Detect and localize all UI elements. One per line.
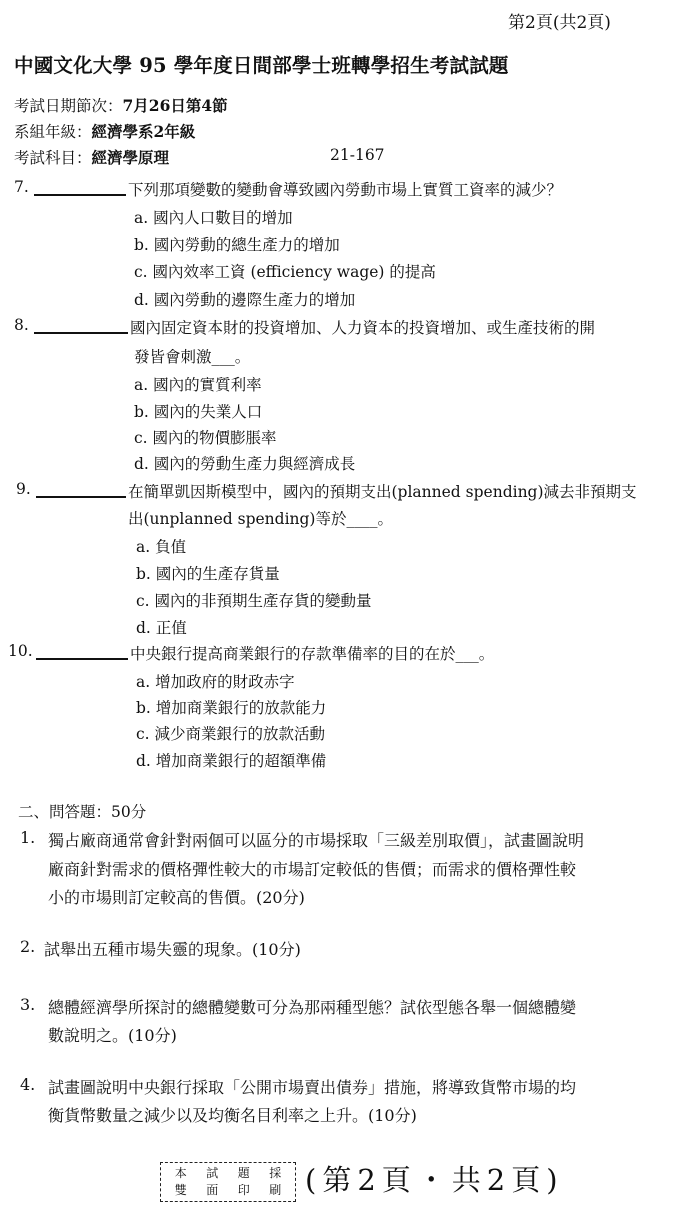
option: d. 國內勞動的邊際生產力的增加: [134, 291, 356, 309]
essay-number: 4.: [20, 1075, 36, 1094]
stamp-char: 題: [237, 1166, 250, 1180]
option: b. 國內的生產存貨量: [136, 565, 280, 583]
stamp-char: 本: [174, 1166, 187, 1180]
essay-text: 小的市場則訂定較高的售價。(20分): [48, 888, 305, 907]
question-text: 國內固定資本財的投資增加、人力資本的投資增加、或生產技術的開: [130, 319, 596, 337]
exam-time-label: 考試日期節次：: [14, 97, 123, 115]
stamp-char: 雙: [174, 1183, 187, 1197]
question-number: 8.: [14, 316, 29, 334]
essay-text: 總體經濟學所探討的總體變數可分為那兩種型態？試依型態各舉一個總體變: [48, 998, 577, 1017]
answer-blank: [34, 318, 128, 334]
stamp-char: 面: [206, 1183, 219, 1197]
page-indicator-top: 第2頁(共2頁): [508, 13, 611, 33]
essay-number: 2.: [20, 937, 36, 956]
essay-number: 1.: [20, 828, 36, 847]
exam-time: [14, 94, 228, 116]
department: [14, 120, 195, 142]
essay-section-heading: 二、問答題：50分: [18, 803, 147, 821]
option: a. 負值: [136, 538, 187, 556]
answer-blank: [36, 482, 126, 498]
option: b. 國內的失業人口: [134, 403, 263, 421]
department-value: 經濟學系2年級: [91, 122, 196, 141]
option: a. 國內人口數目的增加: [134, 209, 293, 227]
exam-time-value: 7月26日第4節: [122, 96, 228, 115]
question-text: 發皆會刺激___。: [134, 348, 251, 366]
stamp-char: 試: [206, 1166, 219, 1180]
subject-label: 考試科目：: [14, 149, 92, 167]
option: c. 國內效率工資 (efficiency wage) 的提高: [134, 263, 436, 281]
page-indicator-bottom: (第2頁・共2頁): [305, 1163, 564, 1197]
question-number: 7.: [14, 178, 29, 196]
question-text: 中央銀行提高商業銀行的存款準備率的目的在於___。: [130, 645, 495, 663]
essay-text: 試畫圖說明中央銀行採取「公開市場賣出債券」措施，將導致貨幣市場的均: [48, 1078, 577, 1097]
answer-blank: [34, 180, 126, 196]
option: a. 增加政府的財政赤字: [136, 673, 295, 691]
question-text: 下列那項變數的變動會導致國內勞動市場上實質工資率的減少？: [128, 181, 563, 199]
stamp-char: 印: [237, 1183, 250, 1197]
option: c. 國內的非預期生產存貨的變動量: [136, 592, 372, 610]
question-number: 10.: [8, 642, 33, 660]
question-number: 9.: [16, 480, 31, 498]
option: d. 增加商業銀行的超額準備: [136, 752, 327, 770]
essay-text: 廠商針對需求的價格彈性較大的市場訂定較低的售價；而需求的價格彈性較: [48, 860, 577, 879]
exam-title: 中國文化大學 95 學年度日間部學士班轉學招生考試試題: [14, 54, 509, 77]
option: d. 正值: [136, 619, 187, 637]
question-text: 在簡單凱因斯模型中，國內的預期支出(planned spending)減去非預期支: [128, 483, 637, 501]
subject: [14, 146, 169, 168]
stamp-char: 刷: [269, 1183, 282, 1197]
essay-text: 衡貨幣數量之減少以及均衡名目利率之上升。(10分): [48, 1106, 417, 1125]
stamp-char: 採: [269, 1166, 282, 1180]
option: b. 增加商業銀行的放款能力: [136, 699, 327, 717]
essay-text: 試舉出五種市場失靈的現象。(10分): [44, 940, 301, 959]
department-label: 系組年級：: [14, 123, 92, 141]
option: c. 國內的物價膨脹率: [134, 429, 277, 447]
essay-number: 3.: [20, 995, 36, 1014]
option: d. 國內的勞動生產力與經濟成長: [134, 455, 356, 473]
answer-blank: [36, 644, 128, 660]
option: a. 國內的實質利率: [134, 376, 262, 394]
exam-code: 21-167: [330, 146, 385, 164]
option: c. 減少商業銀行的放款活動: [136, 725, 326, 743]
essay-text: 獨占廠商通常會針對兩個可以區分的市場採取「三級差別取價」，試畫圖說明: [48, 831, 585, 850]
option: b. 國內勞動的總生產力的增加: [134, 236, 340, 254]
essay-text: 數說明之。(10分): [48, 1026, 177, 1045]
double-sided-print-stamp: [160, 1162, 296, 1202]
question-text: 出(unplanned spending)等於____。: [128, 510, 393, 528]
subject-value: 經濟學原理: [91, 148, 170, 167]
